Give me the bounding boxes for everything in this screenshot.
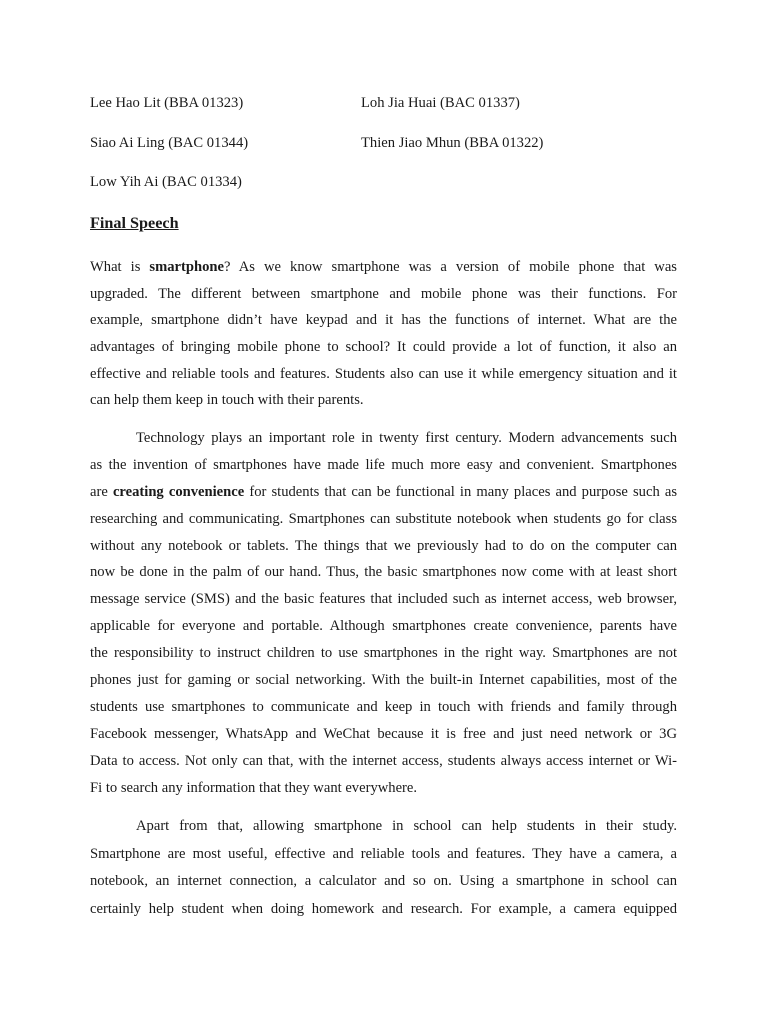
- author-row: [90, 172, 690, 212]
- text-line: upgraded. The different between smartphone and mobile phone was their functions. For: [90, 285, 677, 302]
- document-title: Final Speech: [90, 214, 179, 232]
- text-line: without any notebook or tablets. The things that we previously had to do on the computer can: [90, 537, 677, 554]
- text-line: Facebook messenger, WhatsApp and WeChat because it is free and just need network or 3G: [90, 725, 677, 742]
- text-line: message service (SMS) and the basic features that included such as internet access, web browser,: [90, 591, 677, 608]
- paragraph-intro: [90, 254, 677, 414]
- text-line: example, smartphone didn’t have keypad and it has the functions of internet. What are the: [90, 312, 677, 329]
- author-name: Thien Jiao Mhun (BBA 01322): [361, 134, 544, 151]
- bold-term: creating convenience: [112, 483, 245, 500]
- text-line: students use smartphones to communicate and keep in touch with friends and family through: [90, 698, 677, 715]
- text-line: researching and communicating. Smartphones can substitute notebook when students go for class: [90, 510, 677, 527]
- author-name: Loh Jia Huai (BAC 01337): [361, 95, 520, 111]
- text-line: Data to access. Not only can that, with the internet access, students always access internet or Wi-: [90, 752, 677, 769]
- author-name: Siao Ai Ling (BAC 01344): [90, 134, 249, 151]
- author-name: Lee Hao Lit (BBA 01323): [90, 95, 244, 111]
- text-line: certainly help student when doing homework and research. For example, a camera equipped: [90, 901, 677, 918]
- text-run: are: [90, 483, 113, 500]
- text-line: [90, 479, 677, 506]
- bold-term: smartphone: [149, 259, 225, 275]
- text-line: effective and reliable tools and features. Students also can use it while emergency situation and it: [90, 365, 677, 382]
- text-line: can help them keep in touch with their parents.: [90, 392, 364, 409]
- text-line: as the invention of smartphones have made life much more easy and convenient. Smartphones: [90, 456, 677, 473]
- text-line: the responsibility to instruct children to use smartphones in the right way. Smartphones are not: [90, 645, 677, 662]
- text-line: now be done in the palm of our hand. Thus, the basic smartphones now come with at least short: [90, 564, 677, 581]
- text-run: for students that can be functional in many places and purpose such as: [244, 483, 678, 500]
- text-line: Technology plays an important role in twenty first century. Modern advancements such: [136, 430, 677, 446]
- author-list: [90, 93, 690, 212]
- paragraph-technology: [90, 425, 677, 801]
- text-line: applicable for everyone and portable. Although smartphones create convenience, parents have: [90, 618, 677, 635]
- author-row: [90, 133, 690, 173]
- paragraph-study: [90, 813, 677, 924]
- text-line: Fi to search any information that they want everywhere.: [90, 779, 418, 796]
- text-line: advantages of bringing mobile phone to school? It could provide a lot of function, it also an: [90, 339, 677, 356]
- text-line: [90, 254, 677, 281]
- author-row: [90, 93, 690, 133]
- author-name: [361, 172, 681, 212]
- author-name: Low Yih Ai (BAC 01334): [90, 174, 242, 190]
- text-line: notebook, an internet connection, a calculator and so on. Using a smartphone in school can: [90, 873, 677, 890]
- text-line: phones just for gaming or social networking. With the built-in Internet capabilities, most of the: [90, 672, 677, 689]
- text-line: Apart from that, allowing smartphone in school can help students in their study.: [136, 818, 677, 834]
- text-run: ? As we know smartphone was a version of mobile phone that was: [224, 259, 677, 275]
- text-line: Smartphone are most useful, effective and reliable tools and features. They have a camera, a: [90, 845, 677, 862]
- text-run: What is: [90, 259, 150, 275]
